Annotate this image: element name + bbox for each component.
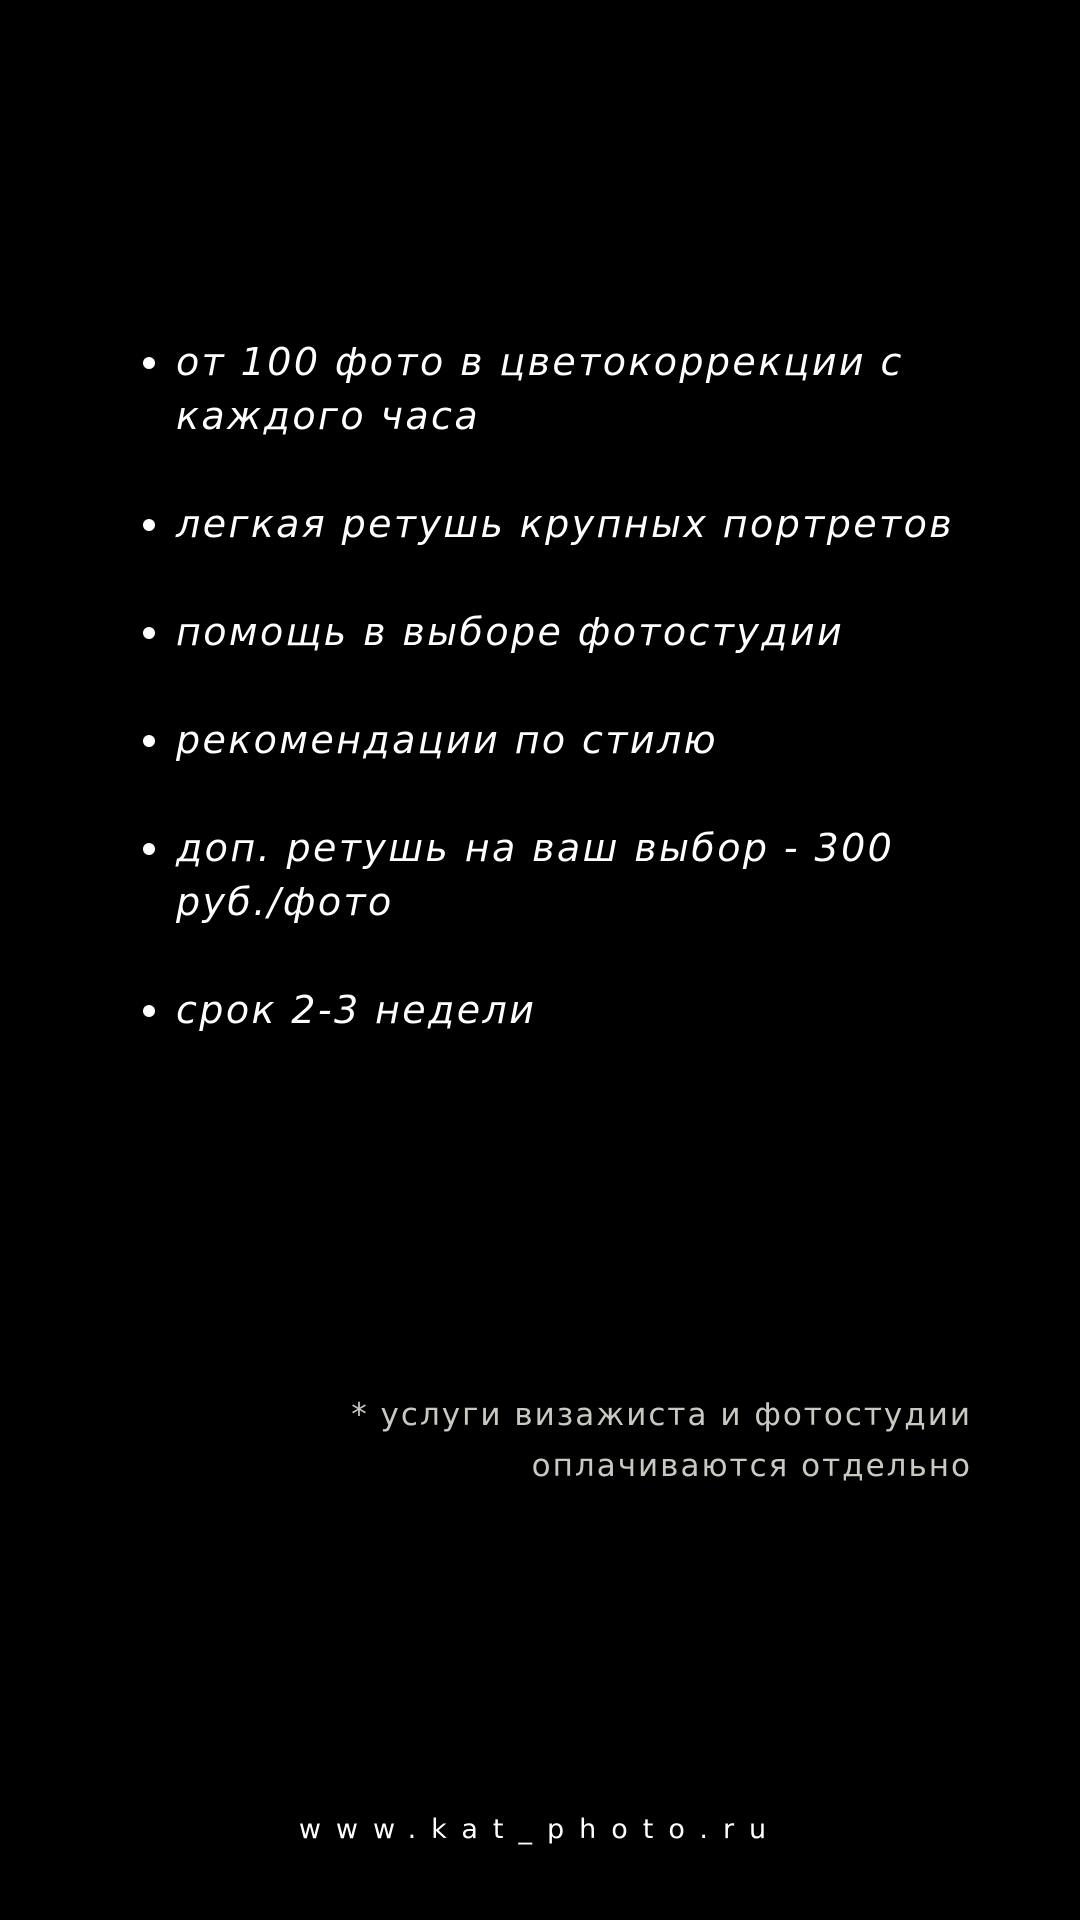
service-text: рекомендации по стилю <box>176 718 719 762</box>
footnote <box>212 1390 972 1492</box>
service-text: легкая ретушь крупных портретов <box>176 502 955 546</box>
services-list <box>138 335 978 1091</box>
bullet-icon <box>143 843 155 855</box>
bullet-icon <box>143 735 155 747</box>
service-item <box>138 497 978 551</box>
bullet-icon <box>143 519 155 531</box>
footnote-line: * услуги визажиста и фотостудии <box>351 1397 972 1433</box>
service-text: от 100 фото в цветокоррекции с каждого часа <box>176 340 904 438</box>
service-item <box>138 335 978 443</box>
service-item <box>138 605 978 659</box>
bullet-icon <box>143 627 155 639</box>
service-item <box>138 713 978 767</box>
service-text: срок 2-3 недели <box>176 988 537 1032</box>
service-item <box>138 821 978 929</box>
footnote-line: оплачиваются отдельно <box>531 1448 972 1484</box>
service-text: помощь в выборе фотостудии <box>176 610 845 654</box>
service-item <box>138 983 978 1037</box>
bullet-icon <box>143 1005 155 1017</box>
service-text: доп. ретушь на ваш выбор - 300 руб./фото <box>176 826 895 924</box>
bullet-icon <box>143 357 155 369</box>
website-link[interactable]: www.kat_photo.ru <box>298 1814 782 1845</box>
